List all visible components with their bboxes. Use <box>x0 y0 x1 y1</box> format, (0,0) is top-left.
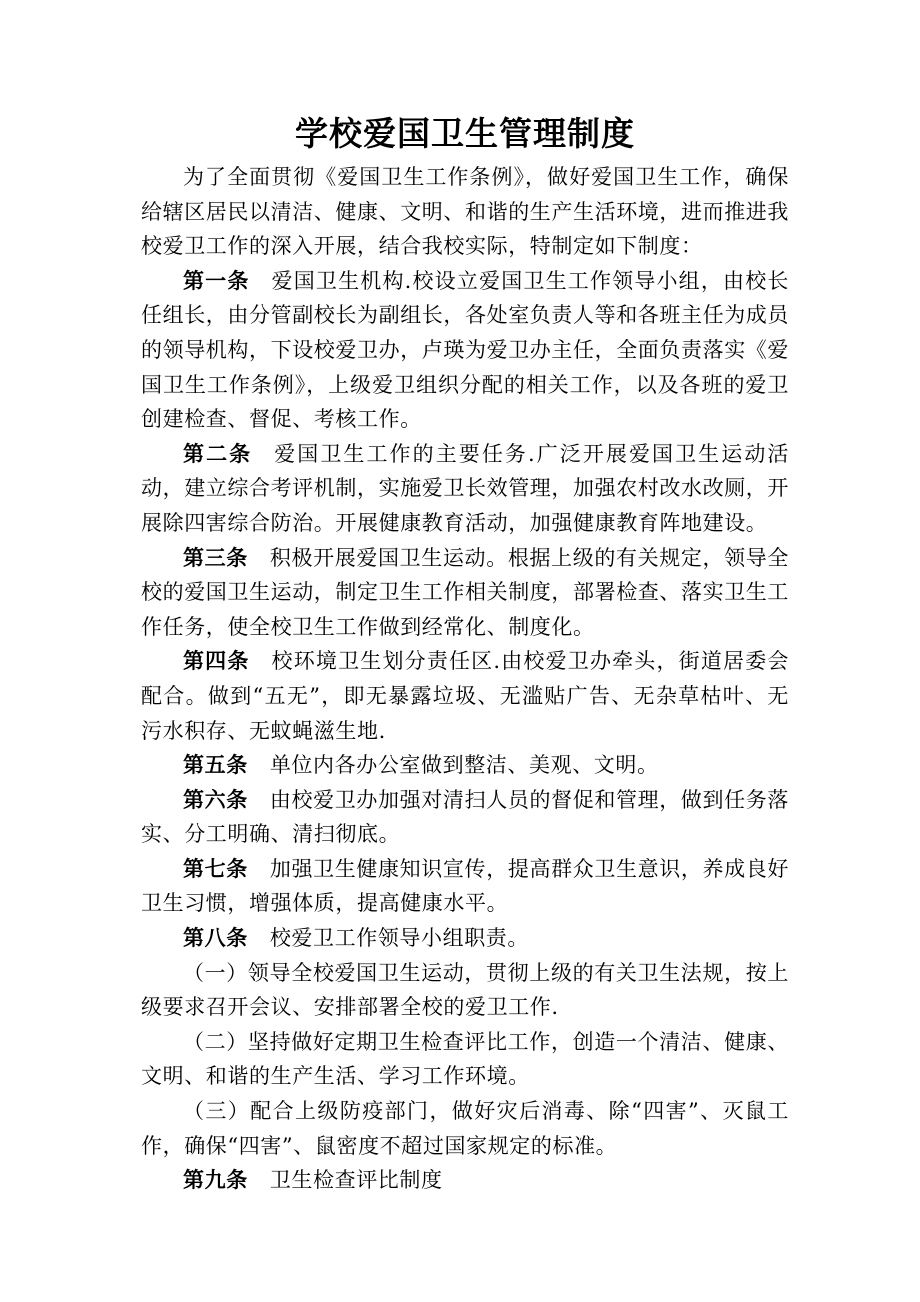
document-page <box>141 112 789 1198</box>
article-5 <box>141 748 789 783</box>
article-text: 校爱卫工作领导小组职责。 <box>269 926 530 951</box>
article-heading: 第八条 <box>183 925 248 951</box>
sub-item-1: （一）领导全校爱国卫生运动，贯彻上级的有关卫生法规，按上级要求召开会议、安排部署全校的爱卫工作. <box>141 960 789 1020</box>
article-heading: 第七条 <box>183 855 248 881</box>
article-7 <box>141 852 789 921</box>
article-text: 爱国卫生工作的主要任务.广泛开展爱国卫生运动活动，建立综合考评机制，实施爱卫长效管理，加强农村改水改厕，开展除四害综合防治。开展健康教育活动，加强健康教育阵地建设。 <box>141 441 789 535</box>
article-text: 卫生检查评比制度 <box>269 1168 443 1193</box>
article-text: 爱国卫生机构.校设立爱国卫生工作领导小组，由校长任组长，由分管副校长为副组长，各处室负责人等和各班主任为成员的领导机构，下设校爱卫办，卢瑛为爱卫办主任，全面负责落实《爱国卫生工作条例》，上级爱卫组织分配的相关工作，以及各班的爱卫创建检查、督促、考核工作。 <box>141 268 789 432</box>
article-9 <box>141 1163 789 1198</box>
article-3 <box>141 541 789 645</box>
article-heading: 第六条 <box>183 786 248 812</box>
article-6 <box>141 783 789 852</box>
intro-paragraph: 为了全面贯彻《爱国卫生工作条例》，做好爱国卫生工作，确保给辖区居民以清洁、健康、文明、和谐的生产生活环境，进而推进我校爱卫工作的深入开展，结合我校实际，特制定如下制度： <box>141 165 789 259</box>
article-text: 单位内各办公室做到整洁、美观、文明。 <box>269 753 659 778</box>
article-text: 校环境卫生划分责任区.由校爱卫办牵头，街道居委会配合。做到“五无”，即无暴露垃圾、无滥贴广告、无杂草枯叶、无污水积存、无蚊蝇滋生地. <box>141 649 789 743</box>
article-2 <box>141 437 789 541</box>
article-heading: 第一条 <box>183 267 250 293</box>
sub-item-3: （三）配合上级防疫部门，做好灾后消毒、除“四害”、灭鼠工作，确保“四害”、鼠密度不超过国家规定的标准。 <box>141 1099 789 1158</box>
article-heading: 第四条 <box>183 648 250 674</box>
document-title: 学校爱国卫生管理制度 <box>295 114 635 153</box>
article-text: 加强卫生健康知识宣传，提高群众卫生意识，养成良好卫生习惯，增强体质，提高健康水平。 <box>141 856 789 916</box>
article-text: 由校爱卫办加强对清扫人员的督促和管理，做到任务落实、分工明确、清扫彻底。 <box>141 787 789 847</box>
article-heading: 第九条 <box>183 1167 248 1193</box>
article-text: 积极开展爱国卫生运动。根据上级的有关规定，领导全校的爱国卫生运动，制定卫生工作相关制度，部署检查、落实卫生工作任务，使全校卫生工作做到经常化、制度化。 <box>141 545 789 639</box>
article-4 <box>141 644 789 748</box>
article-heading: 第二条 <box>183 440 253 466</box>
article-heading: 第三条 <box>183 544 248 570</box>
sub-item-2: （二）坚持做好定期卫生检查评比工作，创造一个清洁、健康、文明、和谐的生产生活、学习工作环境。 <box>141 1029 789 1089</box>
article-8 <box>141 921 789 956</box>
article-1 <box>141 264 789 437</box>
article-heading: 第五条 <box>183 752 248 778</box>
